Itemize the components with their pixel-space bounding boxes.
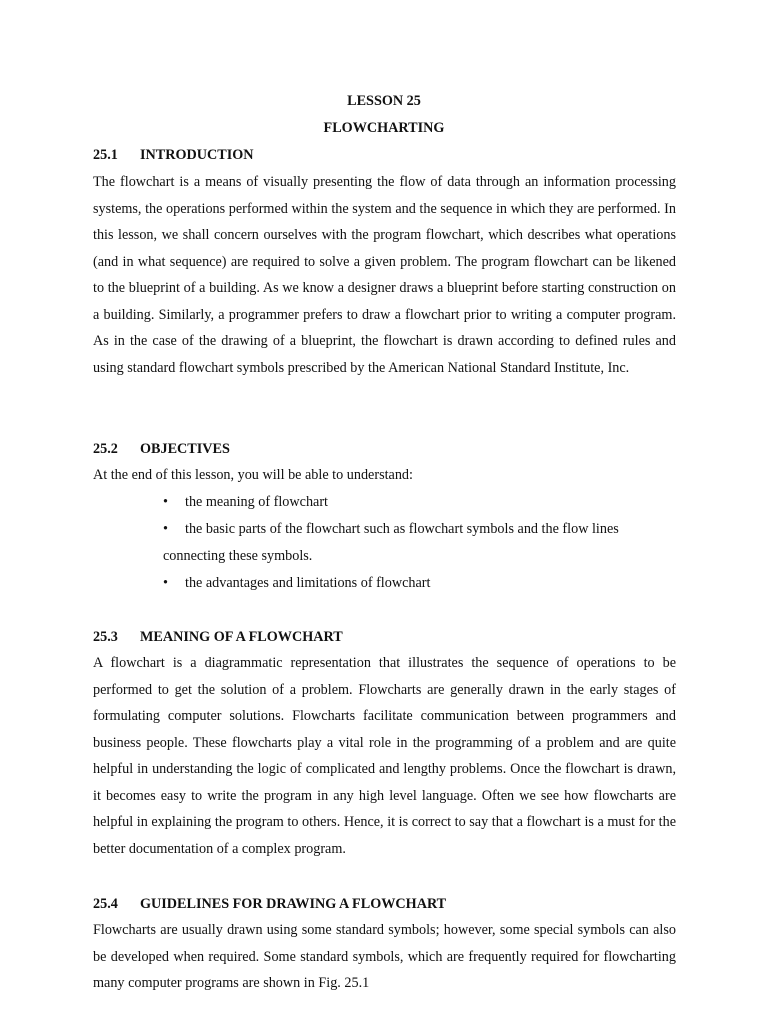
lesson-number: LESSON 25	[347, 93, 421, 109]
section-heading-introduction	[93, 147, 254, 164]
section-number: 25.4	[93, 896, 118, 912]
guidelines-paragraph: Flowcharts are usually drawn using some standard symbols; however, some special symbols can also be developed when required. Some standard symbols, which are frequently required for flowcharting many computer programs are shown in Fig. 25.1	[93, 922, 676, 991]
section-heading-meaning	[93, 629, 343, 646]
objective-item	[163, 516, 676, 569]
bullet-icon: •	[163, 575, 168, 591]
lesson-title: FLOWCHARTING	[323, 120, 445, 136]
section-number: 25.3	[93, 629, 118, 645]
objective-text: the basic parts of the flowchart such as flowchart symbols and the flow lines connecting these symbols.	[163, 521, 619, 564]
meaning-paragraph: A flowchart is a diagrammatic representation that illustrates the sequence of operations to be performed to get the solution of a problem. Flowcharts are generally drawn in the early stages of formulating computer solutions. Flowcharts facilitate communication between programmers and business people. These flowcharts play a vital role in the programming of a problem and are quite helpful in understanding the logic of complicated and lengthy problems. Once the flowchart is drawn, it becomes easy to write the program in any high level language. Often we see how flowcharts are helpful in explaining the program to others. Hence, it is correct to say that a flowchart is a must for the better documentation of a complex program.	[93, 655, 676, 857]
section-number: 25.1	[93, 147, 118, 163]
bullet-icon: •	[163, 521, 168, 537]
section-heading-guidelines	[93, 896, 446, 913]
bullet-icon: •	[163, 494, 168, 510]
introduction-paragraph: The flowchart is a means of visually presenting the flow of data through an information processing systems, the operations performed within the system and the sequence in which they are performed. In this lesson, we shall concern ourselves with the program flowchart, which describes what operations (and in what sequence) are required to solve a given problem. The program flowchart can be likened to the blueprint of a building. As we know a designer draws a blueprint before starting construction on a building. Similarly, a programmer prefers to draw a flowchart prior to writing a computer program. As in the case of the drawing of a blueprint, the flowchart is drawn according to defined rules and using standard flowchart symbols prescribed by the American National Standard Institute, Inc.	[93, 174, 676, 376]
objective-item	[163, 489, 676, 516]
section-title: MEANING OF A FLOWCHART	[140, 629, 343, 645]
section-title: GUIDELINES FOR DRAWING A FLOWCHART	[140, 896, 447, 912]
objective-item	[163, 570, 676, 597]
objective-text: the meaning of flowchart	[185, 494, 329, 510]
section-title: INTRODUCTION	[140, 147, 254, 163]
section-number: 25.2	[93, 441, 118, 457]
objectives-lead: At the end of this lesson, you will be able to understand:	[93, 467, 413, 483]
section-heading-objectives	[93, 441, 230, 458]
section-title: OBJECTIVES	[140, 441, 230, 457]
objective-text: the advantages and limitations of flowchart	[185, 575, 431, 591]
